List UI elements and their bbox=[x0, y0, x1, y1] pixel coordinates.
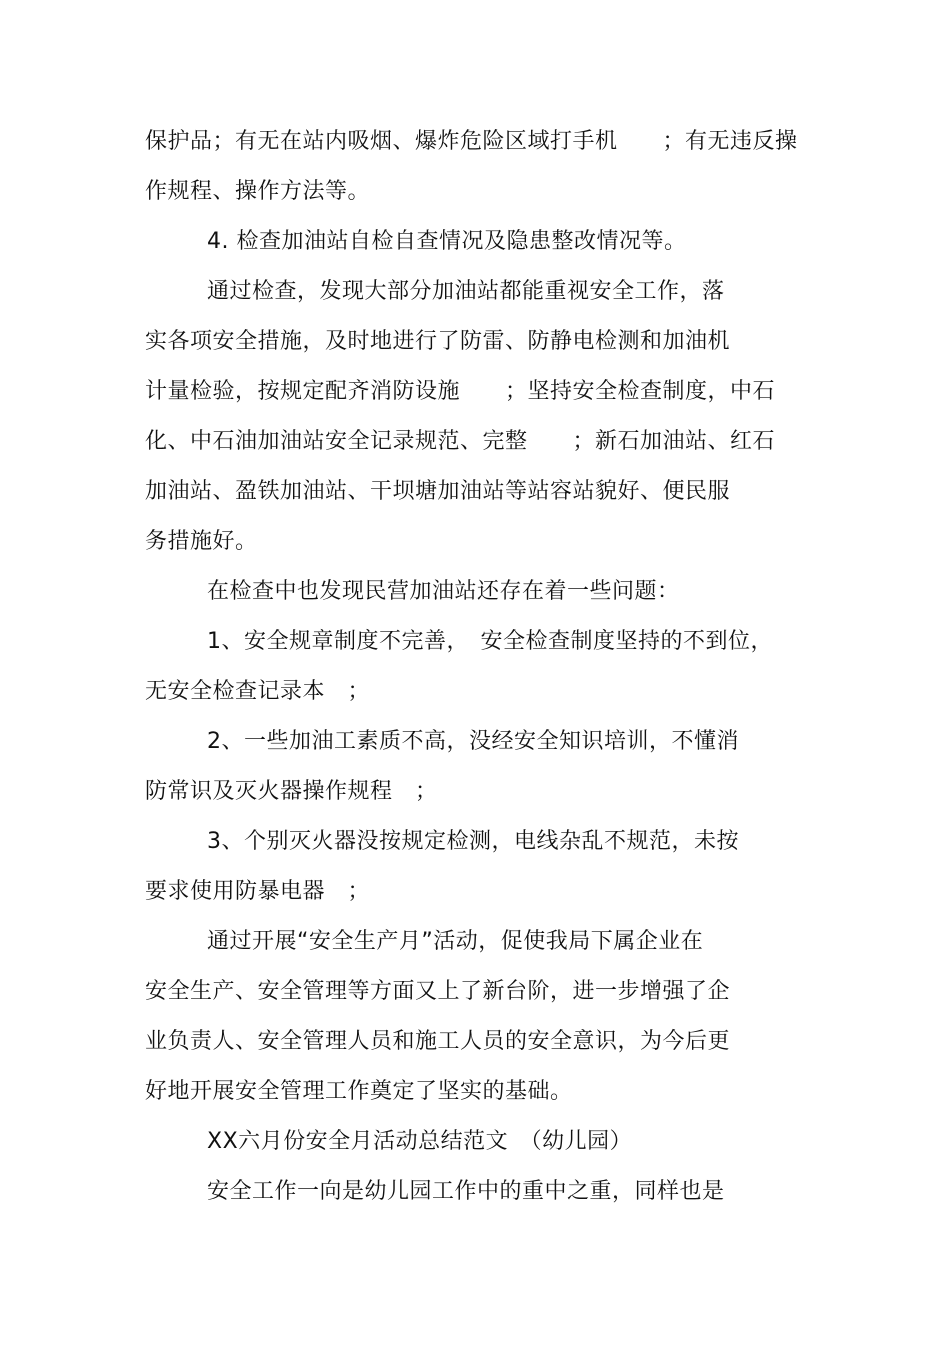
text-line: 计量检验，按规定配齐消防设施 ；坚持安全检查制度，中石 bbox=[145, 379, 776, 404]
text-line: 作规程、操作方法等。 bbox=[145, 179, 371, 204]
list-item: 2、一些加油工素质不高，没经安全知识培训，不懂消 bbox=[207, 729, 739, 754]
text-line: 保护品；有无在站内吸烟、爆炸危险区域打手机 ；有无违反操 bbox=[145, 129, 798, 154]
paragraph-line: 安全工作一向是幼儿园工作中的重中之重，同样也是 bbox=[207, 1179, 725, 1204]
list-item: 3、个别灭火器没按规定检测，电线杂乱不规范，未按 bbox=[207, 829, 739, 854]
paragraph-line: 在检查中也发现民营加油站还存在着一些问题： bbox=[207, 579, 680, 604]
text-line: 4. 检查加油站自检自查情况及隐患整改情况等。 bbox=[207, 229, 687, 254]
text-line: 安全生产、安全管理等方面又上了新台阶，进一步增强了企 bbox=[145, 979, 731, 1004]
list-item: 1、安全规章制度不完善， 安全检查制度坚持的不到位， bbox=[207, 629, 773, 654]
text-line: 好地开展安全管理工作奠定了坚实的基础。 bbox=[145, 1079, 573, 1104]
paragraph-line: 通过检查，发现大部分加油站都能重视安全工作，落 bbox=[207, 279, 725, 304]
text-line: 化、中石油加油站安全记录规范、完整 ；新石加油站、红石 bbox=[145, 429, 776, 454]
text-line: 实各项安全措施，及时地进行了防雷、防静电检测和加油机 bbox=[145, 329, 731, 354]
text-line: 业负责人、安全管理人员和施工人员的安全意识，为今后更 bbox=[145, 1029, 731, 1054]
text-line: 要求使用防暴电器 ； bbox=[145, 879, 371, 904]
text-line: 无安全检查记录本 ； bbox=[145, 679, 371, 704]
text-line: 加油站、盈铁加油站、干坝塘加油站等站容站貌好、便民服 bbox=[145, 479, 731, 504]
paragraph-line: 通过开展“安全生产月”活动，促使我局下属企业在 bbox=[207, 929, 704, 954]
text-line: 防常识及灭火器操作规程 ； bbox=[145, 779, 438, 804]
section-heading: XX六月份安全月活动总结范文 （幼儿园） bbox=[207, 1129, 633, 1154]
text-line: 务措施好。 bbox=[145, 529, 258, 554]
